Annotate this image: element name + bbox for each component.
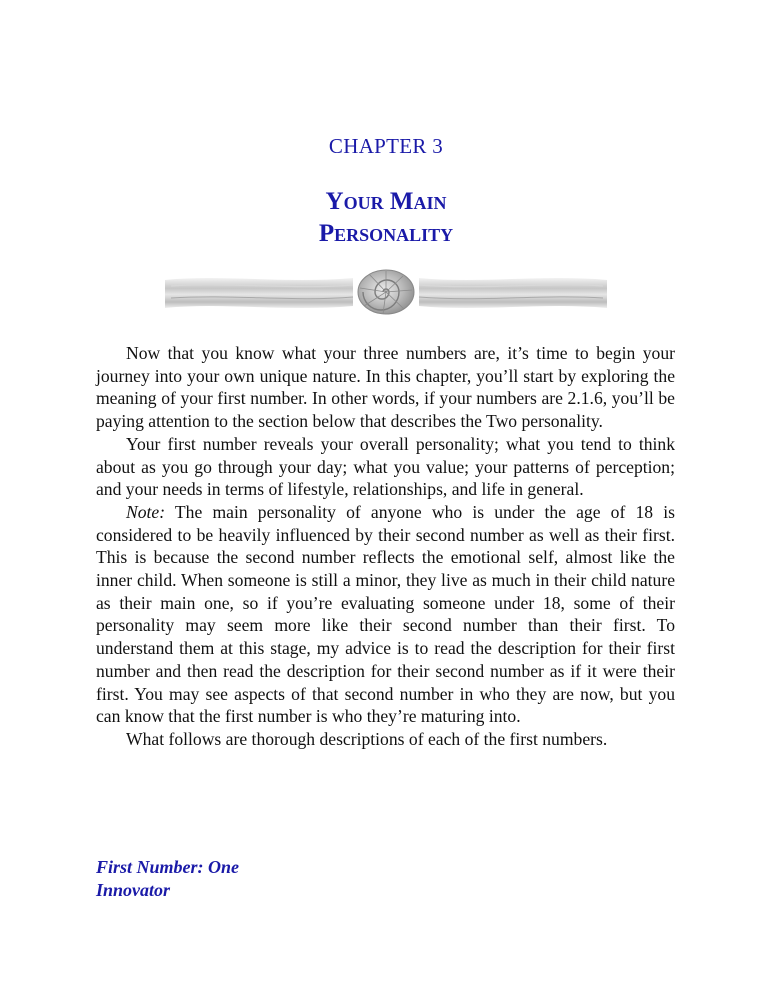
chapter-title [0, 186, 772, 250]
note-text: The main personality of anyone who is under the age of 18 is considered to be heavily influenced by their second number as well as their first. This is because the second number reflects the emotional self, almost like the inner child. When someone is still a minor, they live as much in their child nature as their main one, so if you’re evaluating someone under 18, some of their personality may seem more like their second number than their first. To understand them at this stage, my advice is to read the description for their first number and then read the description for their second number as if it were their first. You may see aspects of that second number in who they are now, but you can know that the first number is who they’re maturing into. [96, 501, 675, 727]
section-heading [96, 856, 596, 902]
paragraph-intro: Now that you know what your three numbers are, it’s time to begin your journey into your own unique nature. In this chapter, you’ll start by exploring the meaning of your first number. In other words, if your numbers are 2.1.6, you’ll be paying attention to the section below that describes the Two personality. [96, 343, 675, 432]
chapter-number: CHAPTER 3 [328, 134, 444, 158]
chapter-title-line-1: Your Main [325, 188, 447, 215]
nautilus-shell-icon [163, 268, 609, 316]
section-heading-subtitle: Innovator [96, 880, 171, 900]
chapter-title-line-2: Personality [318, 220, 454, 247]
body-text [96, 342, 675, 751]
paragraph-what-follows: What follows are thorough descriptions of each of the first numbers. [126, 728, 608, 749]
paragraph-note [96, 501, 675, 728]
paragraph-first-number: Your first number reveals your overall personality; what you tend to think about as you go through your day; what you value; your patterns of perception; and your needs in terms of lifestyle, relationships, and life in general. [96, 433, 675, 500]
note-label: Note: [126, 501, 166, 522]
section-heading-title: First Number: One [96, 857, 240, 877]
